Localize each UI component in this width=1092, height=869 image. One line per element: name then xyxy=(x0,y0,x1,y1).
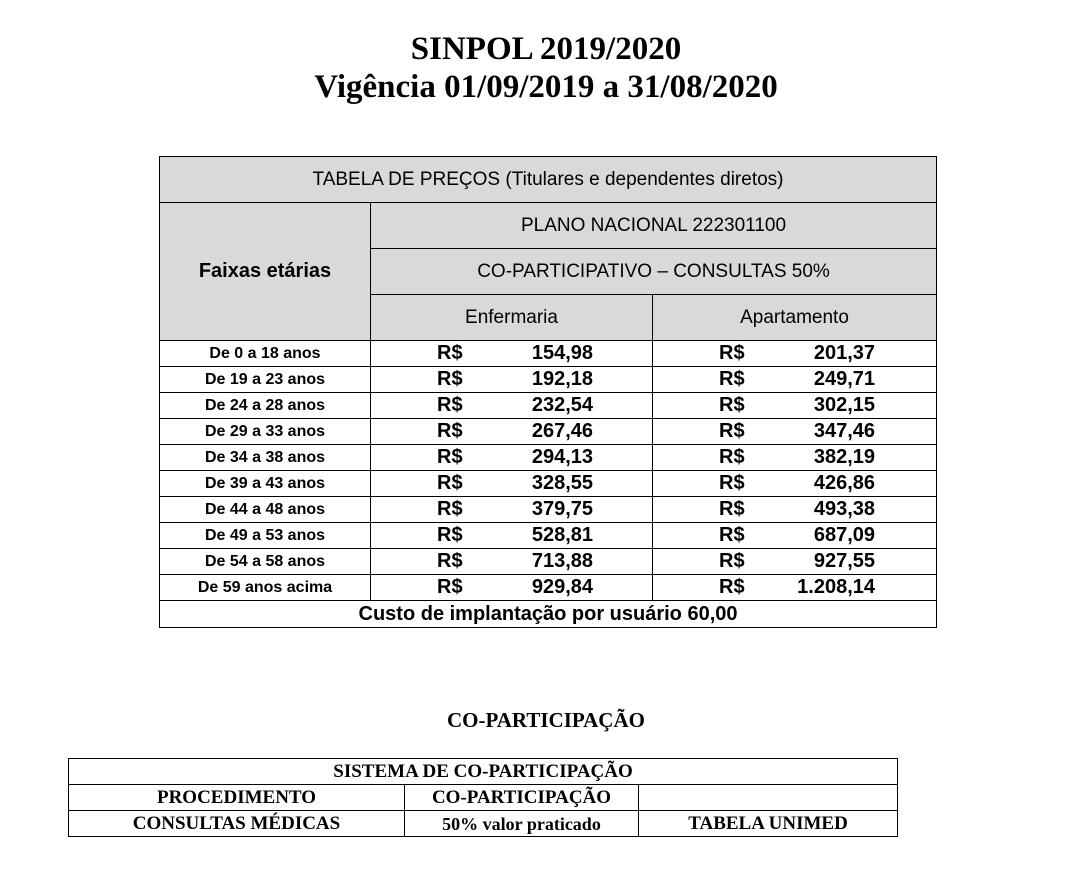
apartamento-amount: 426,86 xyxy=(813,472,875,494)
enfermaria-amount: 328,55 xyxy=(531,472,593,494)
age-range-cell: De 59 anos acima xyxy=(160,575,371,601)
table-row xyxy=(160,419,937,445)
currency-symbol: R$ xyxy=(719,550,745,572)
currency-symbol: R$ xyxy=(719,394,745,416)
apartamento-amount: 201,37 xyxy=(813,342,875,364)
enfermaria-amount: 154,98 xyxy=(531,342,593,364)
enfermaria-price-cell xyxy=(371,419,653,445)
procedimento-header: PROCEDIMENTO xyxy=(69,785,405,811)
table-row xyxy=(160,549,937,575)
enfermaria-price-cell xyxy=(371,445,653,471)
coparticipation-table xyxy=(68,758,898,837)
apartamento-header: Apartamento xyxy=(653,295,937,341)
age-range-cell: De 29 a 33 anos xyxy=(160,419,371,445)
enfermaria-header: Enfermaria xyxy=(371,295,653,341)
currency-symbol: R$ xyxy=(437,550,463,572)
enfermaria-price-cell xyxy=(371,393,653,419)
currency-symbol: R$ xyxy=(437,342,463,364)
enfermaria-amount: 192,18 xyxy=(531,368,593,390)
table-row xyxy=(160,497,937,523)
currency-symbol: R$ xyxy=(437,420,463,442)
price-caption-row xyxy=(160,157,937,203)
currency-symbol: R$ xyxy=(437,472,463,494)
coparticipation-table-title: SISTEMA DE CO-PARTICIPAÇÃO xyxy=(69,759,898,785)
coparticipacao-header: CO-PARTICIPAÇÃO xyxy=(405,785,639,811)
implementation-cost-row xyxy=(160,601,937,628)
apartamento-price-cell xyxy=(653,471,937,497)
apartamento-amount: 249,71 xyxy=(813,368,875,390)
table-row xyxy=(160,575,937,601)
apartamento-amount: 347,46 xyxy=(813,420,875,442)
enfermaria-amount: 232,54 xyxy=(531,394,593,416)
apartamento-amount: 382,19 xyxy=(813,446,875,468)
apartamento-price-cell xyxy=(653,549,937,575)
enfermaria-amount: 528,81 xyxy=(531,524,593,546)
table-row xyxy=(69,811,898,837)
percent-cell: 50% valor praticado xyxy=(405,811,639,837)
currency-symbol: R$ xyxy=(437,446,463,468)
plan-name: PLANO NACIONAL 222301100 xyxy=(371,203,937,249)
apartamento-price-cell xyxy=(653,393,937,419)
age-range-header: Faixas etárias xyxy=(160,203,371,341)
age-range-cell: De 19 a 23 anos xyxy=(160,367,371,393)
apartamento-amount: 493,38 xyxy=(813,498,875,520)
implementation-cost: Custo de implantação por usuário 60,00 xyxy=(160,601,937,628)
enfermaria-price-cell xyxy=(371,575,653,601)
currency-symbol: R$ xyxy=(719,498,745,520)
enfermaria-amount: 713,88 xyxy=(531,550,593,572)
plan-row xyxy=(160,203,937,249)
plan-type: CO-PARTICIPATIVO – CONSULTAS 50% xyxy=(371,249,937,295)
apartamento-amount: 302,15 xyxy=(813,394,875,416)
price-table xyxy=(159,156,937,628)
apartamento-price-cell xyxy=(653,419,937,445)
enfermaria-price-cell xyxy=(371,497,653,523)
age-range-cell: De 54 a 58 anos xyxy=(160,549,371,575)
document-title: SINPOL 2019/2020 xyxy=(410,31,682,67)
currency-symbol: R$ xyxy=(719,576,745,598)
enfermaria-amount: 929,84 xyxy=(531,576,593,598)
enfermaria-amount: 267,46 xyxy=(531,420,593,442)
coparticipation-title-row xyxy=(69,759,898,785)
enfermaria-price-cell xyxy=(371,341,653,367)
age-range-cell: De 44 a 48 anos xyxy=(160,497,371,523)
price-table-body xyxy=(160,157,937,628)
table-row xyxy=(160,471,937,497)
age-range-cell: De 0 a 18 anos xyxy=(160,341,371,367)
validity-period: Vigência 01/09/2019 a 31/08/2020 xyxy=(314,69,778,105)
table-row xyxy=(160,367,937,393)
apartamento-amount: 687,09 xyxy=(813,524,875,546)
enfermaria-price-cell xyxy=(371,471,653,497)
price-table-caption: TABELA DE PREÇOS (Titulares e dependentes diretos) xyxy=(160,157,937,203)
age-range-cell: De 49 a 53 anos xyxy=(160,523,371,549)
age-range-cell: De 24 a 28 anos xyxy=(160,393,371,419)
enfermaria-amount: 294,13 xyxy=(531,446,593,468)
tabela-cell: TABELA UNIMED xyxy=(639,811,898,837)
enfermaria-price-cell xyxy=(371,367,653,393)
procedimento-cell: CONSULTAS MÉDICAS xyxy=(69,811,405,837)
currency-symbol: R$ xyxy=(719,342,745,364)
age-range-cell: De 34 a 38 anos xyxy=(160,445,371,471)
currency-symbol: R$ xyxy=(437,576,463,598)
apartamento-amount: 927,55 xyxy=(813,550,875,572)
currency-symbol: R$ xyxy=(437,524,463,546)
age-range-cell: De 39 a 43 anos xyxy=(160,471,371,497)
table-row xyxy=(160,341,937,367)
apartamento-price-cell xyxy=(653,497,937,523)
coparticipation-heading: CO-PARTICIPAÇÃO xyxy=(447,708,645,732)
enfermaria-price-cell xyxy=(371,523,653,549)
apartamento-price-cell xyxy=(653,341,937,367)
currency-symbol: R$ xyxy=(719,368,745,390)
apartamento-price-cell xyxy=(653,445,937,471)
coparticipation-header-row xyxy=(69,785,898,811)
currency-symbol: R$ xyxy=(437,368,463,390)
apartamento-price-cell xyxy=(653,367,937,393)
apartamento-price-cell xyxy=(653,575,937,601)
currency-symbol: R$ xyxy=(437,394,463,416)
enfermaria-amount: 379,75 xyxy=(531,498,593,520)
enfermaria-price-cell xyxy=(371,549,653,575)
table-row xyxy=(160,445,937,471)
currency-symbol: R$ xyxy=(719,446,745,468)
table-row xyxy=(160,523,937,549)
empty-header-cell xyxy=(639,785,898,811)
currency-symbol: R$ xyxy=(437,498,463,520)
currency-symbol: R$ xyxy=(719,472,745,494)
currency-symbol: R$ xyxy=(719,524,745,546)
currency-symbol: R$ xyxy=(719,420,745,442)
table-row xyxy=(160,393,937,419)
apartamento-amount: 1.208,14 xyxy=(797,576,875,598)
apartamento-price-cell xyxy=(653,523,937,549)
